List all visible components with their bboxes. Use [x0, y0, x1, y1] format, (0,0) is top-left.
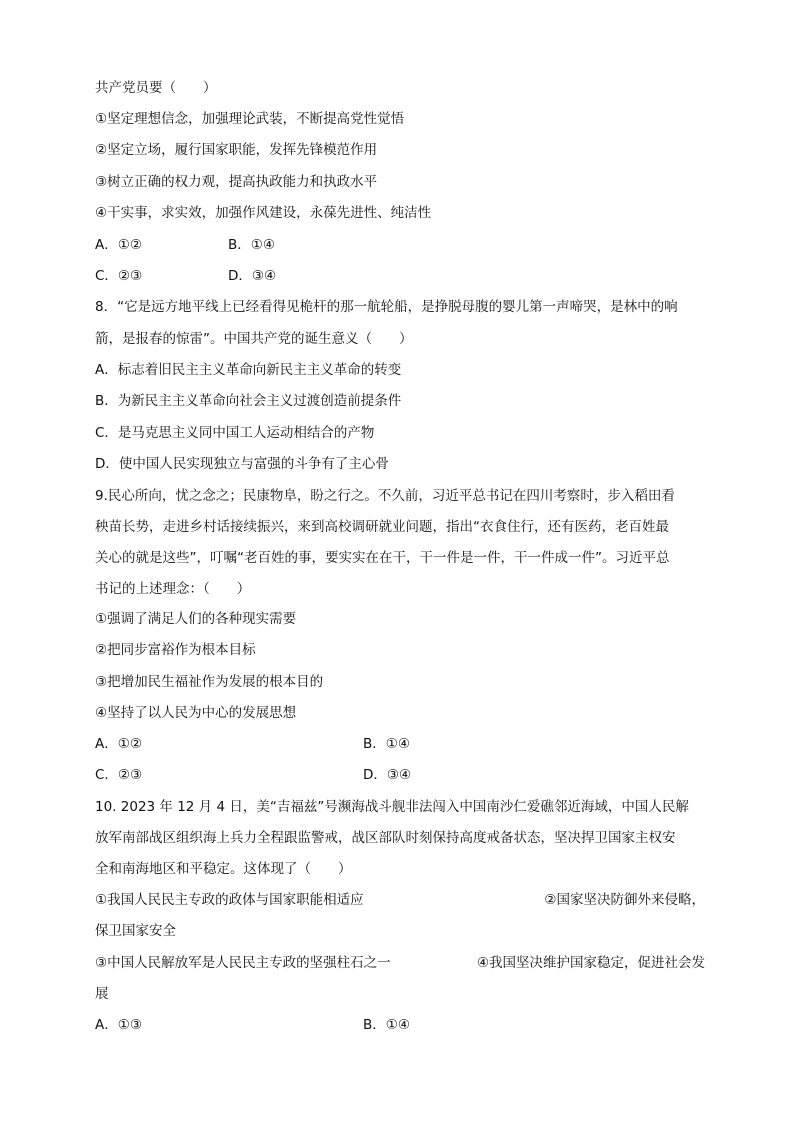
q7-choice-row-1	[95, 235, 705, 255]
q9-stem-line-3: 关心的就是这些”，叮嘱“老百姓的事，要实实在在干，干一件是一件，干一件成一件”。习近平总	[95, 550, 670, 566]
q10-stem-line-2: 放军南部战区组织海上兵力全程跟监警戒，战区部队时刻保持高度戒备状态，坚决捍卫国家主权安	[95, 830, 676, 846]
q10-option-2-part-1: ②国家坚决防御外来侵略，	[544, 892, 705, 908]
q10-option-1: ①我国人民民主专政的政体与国家职能相适应	[95, 892, 364, 908]
q7-option-2: ②坚定立场，履行国家职能，发挥先锋模范作用	[95, 142, 378, 158]
q9-stem-line-2: 秧苗长势，走进乡村话接续振兴，来到高校调研就业问题，指出“衣食住行，还有医药，老百姓最	[95, 519, 669, 535]
q7-choice-b: B．①④	[228, 237, 275, 253]
q8-stem-line-1: 8．“它是远方地平线上已经看得见桅杆的那一航轮船，是挣脱母腹的婴儿第一声啼哭，是林中的响	[95, 299, 678, 315]
q7-choice-a: A．①②	[95, 237, 142, 253]
q9-stem-line-4: 书记的上述理念：（ ）	[95, 581, 251, 597]
q10-option-4-part-1: ④我国坚决维护国家稳定，促进社会发	[476, 955, 705, 971]
q8-choice-b: B．为新民主主义革命向社会主义过渡创造前提条件	[95, 393, 402, 409]
q9-stem-line-1: 9.民心所向，忧之念之；民康物阜，盼之行之。不久前，习近平总书记在四川考察时，步入稻田看	[95, 488, 675, 504]
q10-choice-b: B．①④	[363, 1017, 410, 1033]
q7-choice-d: D．③④	[228, 268, 277, 284]
q10-option-row-1	[95, 890, 705, 910]
q10-option-2-part-2: 保卫国家安全	[95, 923, 176, 939]
q9-choice-a: A．①②	[95, 736, 142, 752]
q8-stem-line-2: 箭，是报春的惊雷”。中国共产党的诞生意义（ ）	[95, 331, 413, 347]
q9-option-1: ①强调了满足人们的各种现实需要	[95, 611, 297, 627]
q8-choice-d: D．使中国人民实现独立与富强的斗争有了主心骨	[95, 456, 389, 472]
q9-choice-b: B．①④	[363, 736, 410, 752]
q10-option-3: ③中国人民解放军是人民民主专政的坚强柱石之一	[95, 955, 391, 971]
q9-choice-c: C．②③	[95, 767, 143, 783]
q9-choice-row-2	[95, 765, 705, 785]
q9-choice-d: D．③④	[363, 767, 412, 783]
q10-choice-row-1	[95, 1015, 705, 1035]
q8-choice-a: A．标志着旧民主主义革命向新民主主义革命的转变	[95, 362, 402, 378]
q7-option-4: ④干实事，求实效，加强作风建设，永葆先进性、纯洁性	[95, 205, 432, 221]
q9-option-3: ③把增加民生福祉作为发展的根本目的	[95, 674, 324, 690]
q7-choice-c: C．②③	[95, 268, 143, 284]
q7-option-1: ①坚定理想信念，加强理论武装，不断提高党性觉悟	[95, 111, 405, 127]
q10-choice-a: A．①③	[95, 1017, 142, 1033]
q7-option-3: ③树立正确的权力观，提高执政能力和执政水平	[95, 174, 378, 190]
q10-stem-line-1: 10. 2023 年 12 月 4 日，美“吉福兹”号濒海战斗舰非法闯入中国南沙仁爱礁邻近海域，中国人民解	[95, 799, 689, 815]
q7-choice-row-2	[95, 266, 705, 286]
q9-option-2: ②把同步富裕作为根本目标	[95, 642, 256, 658]
q9-option-4: ④坚持了以人民为中心的发展思想	[95, 705, 297, 721]
q8-choice-c: C．是马克思主义同中国工人运动相结合的产物	[95, 425, 375, 441]
q10-option-row-2	[95, 953, 705, 973]
q7-stem-tail: 共产党员要（ ）	[95, 80, 217, 96]
q9-choice-row-1	[95, 734, 705, 754]
q10-option-4-part-2: 展	[95, 986, 109, 1002]
q10-stem-line-3: 全和南海地区和平稳定。这体现了（ ）	[95, 861, 352, 877]
